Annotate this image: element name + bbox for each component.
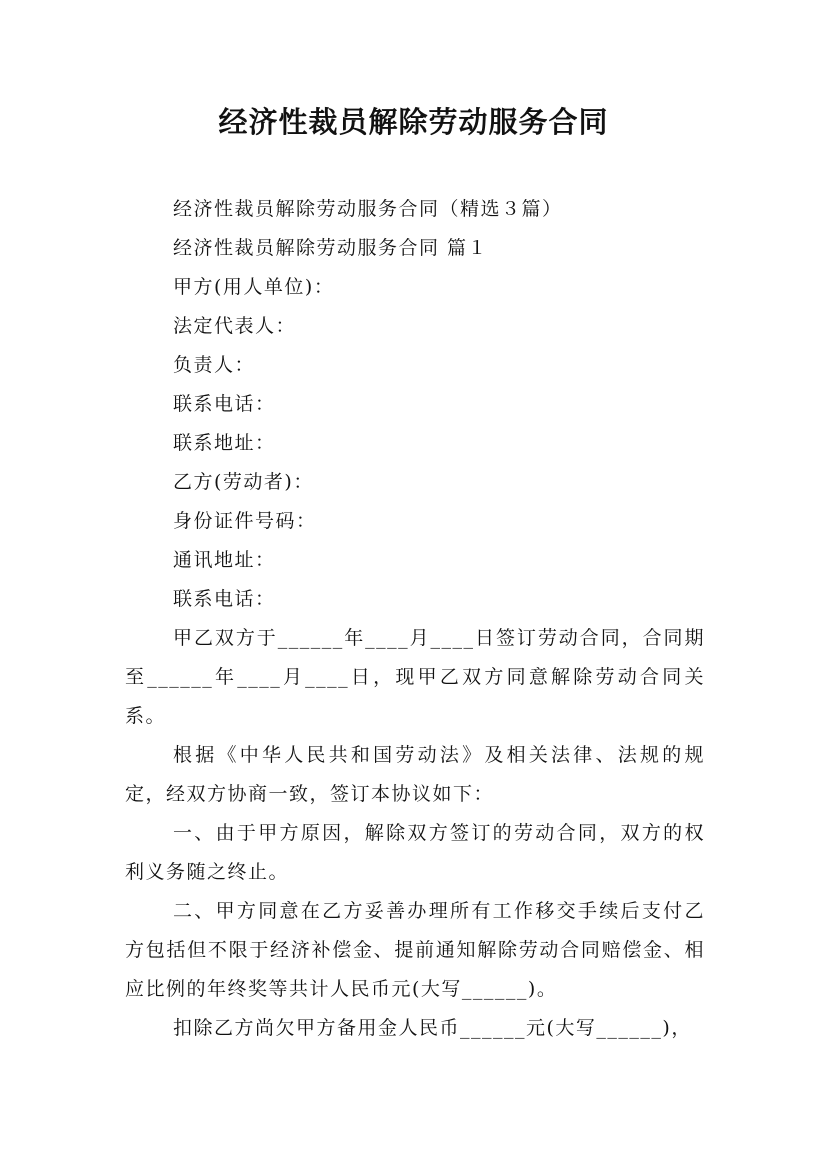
clause-two-paragraph: 二、甲方同意在乙方妥善办理所有工作移交手续后支付乙方包括但不限于经济补偿金、提前通知解除劳动合同赔偿金、相应比例的年终奖等共计人民币元(大写______)。 [125, 900, 705, 1000]
section-heading: 经济性裁员解除劳动服务合同 篇１ [173, 237, 489, 259]
id-number-label: 身份证件号码： [173, 510, 317, 532]
mailing-address-label: 通讯地址： [173, 549, 276, 571]
party-a-address-label: 联系地址： [173, 432, 276, 454]
person-in-charge-label: 负责人： [173, 354, 256, 376]
document-body [125, 190, 705, 1048]
party-a-label: 甲方(用人单位)： [173, 276, 335, 298]
contract-period-paragraph: 甲乙双方于______年____月____日签订劳动合同，合同期至______年____月____日，现甲乙双方同意解除劳动合同关系。 [125, 627, 705, 727]
clause-one-paragraph: 一、由于甲方原因，解除双方签订的劳动合同，双方的权利义务随之终止。 [125, 822, 705, 883]
legal-representative-label: 法定代表人： [173, 315, 297, 337]
heading-line: 经济性裁员解除劳动服务合同（精选３篇） [173, 198, 563, 220]
party-b-label: 乙方(劳动者)： [173, 471, 314, 493]
legal-basis-paragraph: 根据《中华人民共和国劳动法》及相关法律、法规的规定，经双方协商一致，签订本协议如下： [125, 744, 705, 805]
document-title: 经济性裁员解除劳动服务合同 [218, 105, 609, 139]
deduction-paragraph: 扣除乙方尚欠甲方备用金人民币______元(大写______)， [173, 1017, 692, 1039]
party-a-phone-label: 联系电话： [173, 393, 276, 415]
party-b-phone-label: 联系电话： [173, 588, 276, 610]
